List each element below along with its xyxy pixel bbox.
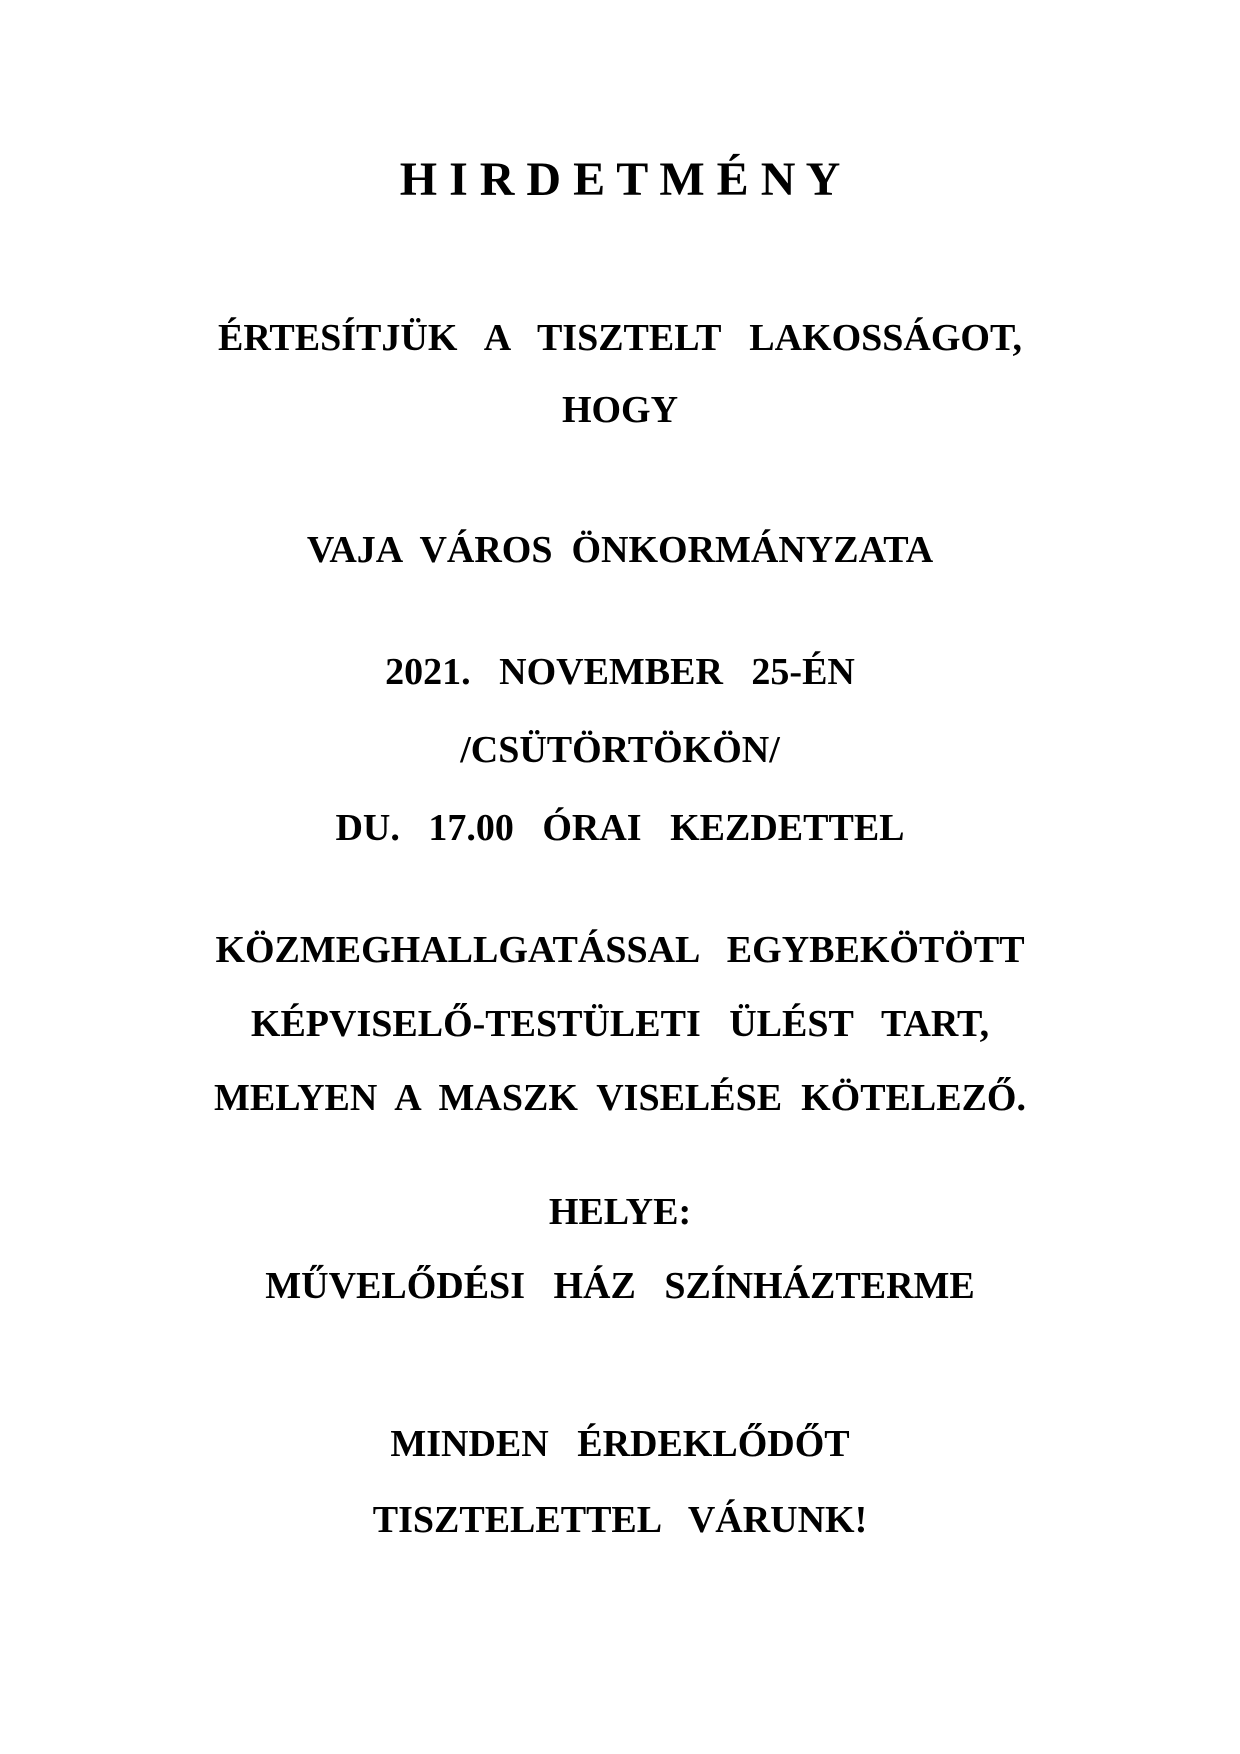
location-label: HELYE: bbox=[548, 1191, 692, 1233]
event-weekday: /CSÜTÖRTÖKÖN/ bbox=[460, 729, 780, 771]
intro-line-2: HOGY bbox=[561, 389, 679, 431]
event-date: 2021. NOVEMBER 25-ÉN bbox=[385, 651, 855, 693]
organizer-name: VAJA VÁROS ÖNKORMÁNYZATA bbox=[306, 529, 934, 571]
intro-line-1: ÉRTESÍTJÜK A TISZTELT LAKOSSÁGOT, bbox=[217, 317, 1023, 359]
event-description-line-3: MELYEN A MASZK VISELÉSE KÖTELEZŐ. bbox=[214, 1077, 1026, 1119]
event-description-line-1: KÖZMEGHALLGATÁSSAL EGYBEKÖTÖTT bbox=[215, 929, 1025, 971]
event-time: DU. 17.00 ÓRAI KEZDETTEL bbox=[335, 807, 905, 849]
closing-line-2: TISZTELETTEL VÁRUNK! bbox=[372, 1499, 868, 1541]
location-value: MŰVELŐDÉSI HÁZ SZÍNHÁZTERME bbox=[265, 1265, 975, 1307]
closing-line-1: MINDEN ÉRDEKLŐDŐT bbox=[390, 1423, 850, 1465]
page-title: H I R D E T M É N Y bbox=[399, 153, 841, 206]
event-description-line-2: KÉPVISELŐ-TESTÜLETI ÜLÉST TART, bbox=[250, 1003, 990, 1045]
